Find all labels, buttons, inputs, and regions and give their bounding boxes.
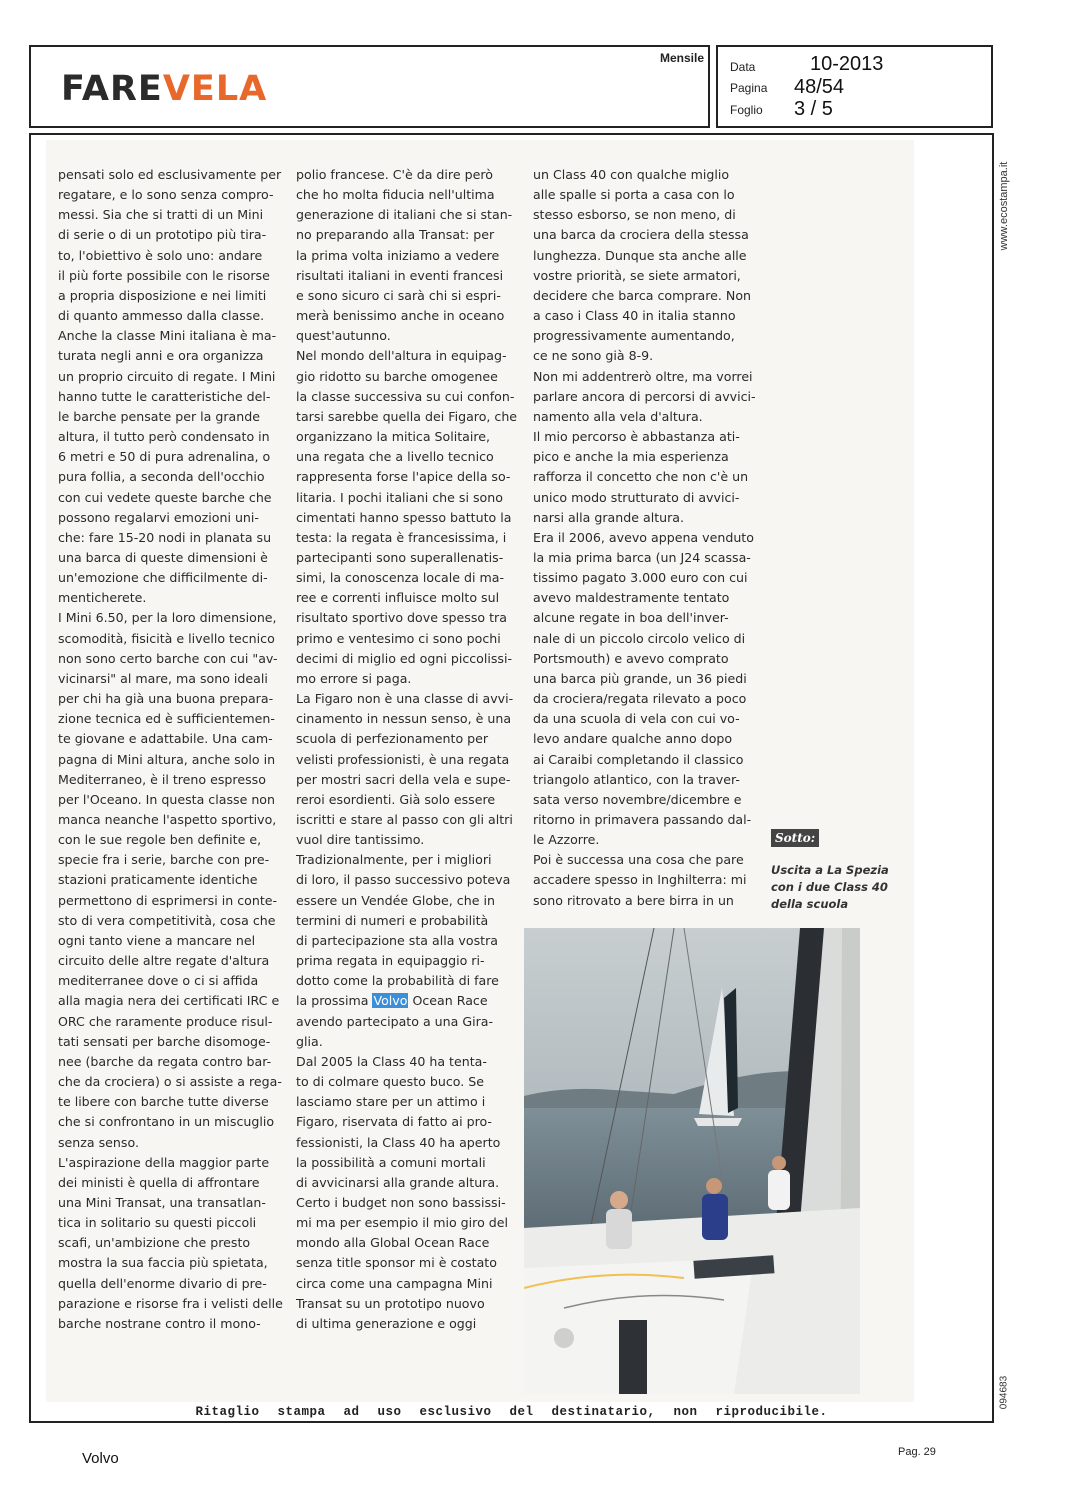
article-line: La Figaro non è una classe di avvi- [296,691,514,707]
article-line: te libere con barche tutte diverse [58,1094,269,1110]
article-line: con cui vedete queste barche che [58,489,272,505]
article-line: lasciamo stare per un attimo i [296,1094,486,1110]
article-line: scomodità, fisicità e livello tecnico [58,630,275,646]
article-line: glia. [296,1033,323,1049]
article-line: decidere che barca comprare. Non [533,287,752,303]
article-line: nale di un piccolo circolo velico di [533,630,746,646]
article-line: decimi di miglio ed ogni piccolissi- [296,650,513,666]
article-line: Dal 2005 la Class 40 ha tenta- [296,1053,487,1069]
article-line: una regata che a livello tecnico [296,449,494,465]
article-line: un Class 40 con qualche miglio [533,167,730,182]
article-line: pagna di Mini altura, anche solo in [58,751,276,767]
article-line: mediterranee dove o ci si affida [58,973,259,989]
article-line: sono ritrovato a bere birra in un [533,892,734,908]
article-line: di ultima generazione e oggi [296,1315,477,1331]
article-line: Anche la classe Mini italiana è ma- [58,328,277,344]
article-line: pensati solo ed esclusivamente per [58,167,282,182]
article-line: Il mio percorso è abbastanza ati- [533,429,740,445]
article-line: vicinarsi" al mare, ma sono ideali [58,670,268,686]
logo-part-vela: VELA [162,69,268,109]
article-line: Era il 2006, avevo appena venduto [533,529,754,545]
article-line: per mostri sacri della vela e supe- [296,771,511,787]
article-line: la possibilità a comuni mortali [296,1154,486,1170]
article-line: avendo partecipato a una Gira- [296,1013,494,1029]
article-line: manca neanche l'aspetto sportivo, [58,812,277,827]
article-line: alcune regate in boa dell'inver- [533,610,729,626]
article-line: ree e correnti influisce molto sul [296,590,500,606]
article-line: rappresenta forse l'apice della so- [296,469,511,485]
article-line: una Mini Transat, una transatlan- [58,1194,266,1210]
article-line: specie fra i serie, barche con pre- [58,852,270,868]
article-line: regatare, e lo sono senza compro- [58,187,274,203]
article-line: partecipanti sono superallenatis- [296,549,504,565]
article-line: da crociera/regata rilevato a poco [533,691,747,707]
article-line: a caso i Class 40 in italia stanno [533,308,736,324]
article-line: ce ne sono già 8-9. [533,348,654,364]
article-line: altura, il tutto però condensato in [58,429,270,445]
article-line: sata verso novembre/dicembre e [533,791,742,807]
article-line: zione tecnica ed è sufficientemen- [58,711,275,727]
article-line: progressivamente aumentando, [533,328,735,344]
article-line: unico modo strutturato di avvici- [533,489,740,505]
article-line: a propria disposizione e nei limiti [58,287,267,303]
article-line: Figaro, riservata di fatto ai pro- [296,1114,492,1130]
article-line: il più forte possibile con le risorse [58,267,270,283]
article-line: le barche pensate per la grande [58,408,260,424]
article-line: cimentati hanno spesso battuto la [296,509,512,525]
article-line: Poi è successa una cosa che pare [533,852,744,868]
article-line: la mia prima barca (un J24 scassa- [533,549,751,565]
article-line: di partecipazione sta alla vostra [296,932,498,948]
article-line: Non mi addentrerò oltre, ma vorrei [533,368,753,384]
article-line: mi ma per esempio il mio giro del [296,1215,509,1231]
article-line: to di colmare questo buco. Se [296,1074,484,1090]
article-line: per l'Oceano. In questa classe non [58,791,275,807]
meta-value: 48/54 [794,76,845,98]
article-line: la prima volta iniziamo a vedere [296,247,500,263]
article-line: pico e anche la mia esperienza [533,449,729,465]
article-line: velisti professionisti, è una regata [296,751,510,767]
article-line: Transat su un prototipo nuovo [296,1295,485,1311]
article-line: turata negli anni e ora organizza [58,348,264,364]
article-line: merà benissimo anche in oceano [296,308,505,324]
article-line: tarsi sarebbe quella dei Figaro, che [296,408,518,424]
article-line: tica in solitario su questi piccoli [58,1215,257,1231]
article-line: iscritti e stare al passo con gli altri [296,812,513,827]
article-line: e sono sicuro ci sarà chi si espri- [296,287,501,303]
article-line: scuola di perfezionamento per [296,731,489,747]
article-line: to, l'obiettivo è solo uno: andare [58,247,263,263]
article-line: che: fare 15-20 nodi in planata su [58,529,272,545]
article-line: sto di vera competitività, cosa che [58,912,276,928]
article-line: dotto come la probabilità di fare [296,973,499,989]
article-line: per chi ha già una buona prepara- [58,691,274,707]
article-line: litaria. I pochi italiani che si sono [296,489,503,505]
article-line: fessionisti, la Class 40 ha aperto [296,1134,501,1150]
article-line: vuol dire tantissimo. [296,832,425,848]
article-line: permettono di esprimersi in conte- [58,892,278,908]
article-line: senza senso. [58,1134,139,1150]
article-line: gio ridotto su barche omogenee [296,368,498,384]
article-line: cinamento in nessun senso, è una [296,711,512,727]
article-line: di serie o di un prototipo più tira- [58,227,267,243]
page-number: Pag. 29 [898,1446,936,1458]
sailboat-photo [524,928,860,1394]
article-line: L'aspirazione della maggior parte [58,1154,270,1170]
article-line: prima regata in equipaggio ri- [296,953,485,969]
article-line: polio francese. C'è da dire però [296,167,493,182]
article-line: primo e ventesimo ci sono pochi [296,630,501,646]
article-line: 6 metri e 50 di pura adrenalina, o [58,449,271,465]
article-line: accadere spesso in Inghilterra: mi [533,872,747,888]
article-line: tissimo pagato 3.000 euro con cui [533,570,748,586]
article-line: tati sensati per barche disomoge- [58,1033,271,1049]
article-line: generazione di italiani che si stan- [296,207,513,223]
article-line: testa: la regata è francesissima, i [296,529,507,545]
article-line: da una scuola di vela con cui vo- [533,711,740,727]
logo-part-fare: FARE [61,69,163,109]
article-line: di loro, il passo successivo poteva [296,872,511,888]
article-line-keyword: la prossima Volvo Ocean Race [296,993,488,1009]
article-column-1 [58,165,283,1334]
article-line: circuito delle altre regate d'altura [58,953,270,969]
article-line: essere un Vendée Globe, che in [296,892,495,908]
article-line: menticherete. [58,590,147,606]
article-line: stesso esborso, se non meno, di [533,207,736,223]
article-line: Tradizionalmente, per i migliori [296,852,492,868]
article-line: mo errore si paga. [296,670,412,686]
issue-meta-box [716,45,993,128]
article-line: possono regalarvi emozioni uni- [58,509,259,525]
article-line: quella dell'enorme divario di pre- [58,1275,267,1291]
article-line: ritorno in primavera passando dal- [533,812,752,827]
article-column-2 [296,165,518,1334]
article-line: Nel mondo dell'altura in equipag- [296,348,507,364]
photo-caption: Uscita a La Spezia con i due Class 40 della scuola [771,863,889,911]
meta-label: Data [730,60,756,74]
article-line: alle spalle si porta a casa con lo [533,187,735,203]
article-line: stazioni praticamente identiche [58,872,258,888]
meta-label: Foglio [730,103,763,117]
article-line: la classe successiva su cui confon- [296,388,515,404]
article-line: parazione e risorse fra i velisti delle [58,1295,283,1311]
meta-value: 10-2013 [810,53,884,75]
article-line: con le sue regole ben definite e, [58,832,262,848]
article-line: circa come una campagna Mini [296,1275,493,1291]
article-line: mondo alla Global Ocean Race [296,1235,490,1251]
article-line: una barca più grande, un 36 piedi [533,670,747,686]
clipping-code: 094683 [998,1375,1010,1410]
article-line: quest'autunno. [296,328,391,344]
article-line: namento alla vela d'altura. [533,408,703,424]
meta-value: 3 / 5 [794,98,833,120]
article-line: scafi, un'ambizione che presto [58,1235,251,1251]
farevela-logo [61,69,267,109]
article-line: avevo maldestramente tentato [533,590,730,606]
reproduction-notice: Ritaglio stampa ad uso esclusivo del destinatario, non riproducibile. [195,1405,828,1419]
article-line: che da crociera) o si assiste a rega- [58,1074,282,1090]
article-line: mostra la sua faccia più spietata, [58,1255,268,1271]
article-line: barche nostrane contro il mono- [58,1315,261,1331]
article-line: lunghezza. Dunque sta anche alle [533,247,747,263]
search-keyword: Volvo [82,1450,119,1467]
source-url: www.ecostampa.it [998,161,1010,251]
article-line: parlare ancora di percorsi di avvici- [533,388,756,404]
article-line: pura follia, a seconda dell'occhio [58,469,265,485]
article-line: termini di numeri e probabilità [296,912,489,928]
article-line: Portsmouth) e avevo comprato [533,650,729,666]
article-line: una barca da crociera della stessa [533,227,749,243]
article-line: un'emozione che difficilmente di- [58,570,268,586]
article-line: che ho molta fiducia nell'ultima [296,187,495,203]
article-line: di avvicinarsi alla grande altura. [296,1174,500,1190]
article-line: simi, la conoscenza locale di ma- [296,570,505,586]
article-column-3 [533,165,755,911]
keyword-highlight: Volvo [373,993,408,1009]
article-line: levo andare qualche anno dopo [533,731,733,747]
article-line: nee (barche da regata contro bar- [58,1053,272,1069]
article-line: senza title sponsor mi è costato [296,1255,497,1271]
article-line: Certo i budget non sono bassissi- [296,1194,506,1210]
article-line: alla magia nera dei certificati IRC e [58,993,280,1009]
article-line: ORC che raramente produce risul- [58,1013,273,1029]
article-line: triangolo atlantico, con la traver- [533,771,740,787]
article-line: risultato sportivo dove spesso tra [296,610,507,626]
article-line: rafforza il concetto che non c'è un [533,469,749,485]
article-line: un proprio circuito di regate. I Mini [58,368,276,384]
article-line: ogni tanto viene a mancare nel [58,932,256,948]
article-line: dei ministi è quella di affrontare [58,1174,260,1190]
frequency-label: Mensile [659,51,704,65]
sailboat-photo-illustration [524,928,860,1394]
caption-tag: Sotto: [771,829,819,847]
article-line: risultati italiani in eventi francesi [296,267,504,283]
meta-label: Pagina [730,81,768,95]
article-line: le Azzorre. [533,832,600,848]
masthead-box [29,45,710,128]
article-line: organizzano la mitica Solitaire, [296,429,491,445]
article-line: reroi esordienti. Già solo essere [296,791,496,807]
article-line: Mediterraneo, è il treno espresso [58,771,266,787]
article-line: narsi alla grande altura. [533,509,685,525]
article-line: una barca di queste dimensioni è [58,549,268,565]
article-line: di quanto ammesso dalla classe. [58,308,265,324]
article-line: ai Caraibi completando il classico [533,751,744,767]
article-line: messi. Sia che si tratti di un Mini [58,207,264,223]
article-line: te giovane e adattabile. Una cam- [58,731,273,747]
article-line: no preparando alla Transat: per [296,227,495,243]
article-line: che si confrontano in un miscuglio [58,1114,275,1130]
article-line: hanno tutte le caratteristiche del- [58,388,271,404]
article-line: vostre priorità, se siete armatori, [533,267,741,283]
article-line: non sono certo barche con cui "av- [58,650,278,666]
article-line: I Mini 6.50, per la loro dimensione, [58,610,277,626]
